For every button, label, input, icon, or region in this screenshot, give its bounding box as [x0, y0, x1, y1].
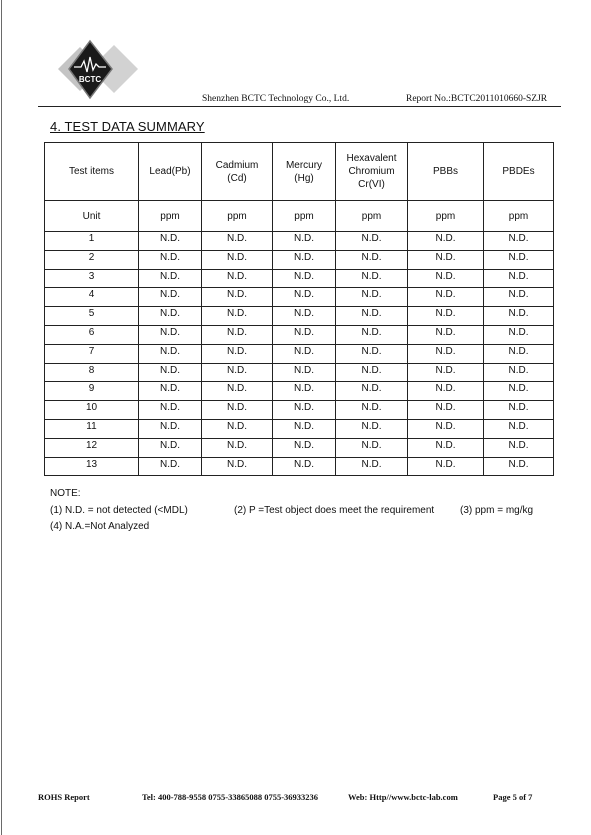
- table-row: [45, 457, 554, 476]
- table-header-row: [45, 143, 554, 201]
- logo-text: BCTC: [78, 75, 102, 84]
- table-row: [45, 363, 554, 382]
- row-number-cell: 5: [45, 307, 139, 326]
- unit-cell: ppm: [139, 201, 202, 232]
- unit-cell: ppm: [484, 201, 554, 232]
- col-header-pbbs: PBBs: [408, 143, 484, 201]
- row-number-cell: 13: [45, 457, 139, 476]
- result-cell: N.D.: [202, 401, 273, 420]
- result-cell: N.D.: [139, 232, 202, 251]
- result-cell: N.D.: [484, 419, 554, 438]
- col-header-hexavalent-chromium: Hexavalent Chromium Cr(VI): [336, 143, 408, 201]
- table-row: [45, 401, 554, 420]
- table-row: [45, 307, 554, 326]
- result-cell: N.D.: [273, 344, 336, 363]
- result-cell: N.D.: [336, 401, 408, 420]
- table-unit-row: [45, 201, 554, 232]
- footer-website: Web: Http//www.bctc-lab.com: [348, 792, 458, 802]
- result-cell: N.D.: [484, 344, 554, 363]
- note-3: (3) ppm = mg/kg: [460, 504, 534, 516]
- result-cell: N.D.: [273, 438, 336, 457]
- result-cell: N.D.: [202, 382, 273, 401]
- result-cell: N.D.: [408, 457, 484, 476]
- result-cell: N.D.: [484, 232, 554, 251]
- result-cell: N.D.: [202, 288, 273, 307]
- result-cell: N.D.: [139, 344, 202, 363]
- result-cell: N.D.: [202, 250, 273, 269]
- result-cell: N.D.: [484, 307, 554, 326]
- result-cell: N.D.: [484, 269, 554, 288]
- result-cell: N.D.: [484, 325, 554, 344]
- result-cell: N.D.: [408, 269, 484, 288]
- section-title: 4. TEST DATA SUMMARY: [50, 119, 205, 134]
- result-cell: N.D.: [408, 307, 484, 326]
- result-cell: N.D.: [408, 232, 484, 251]
- result-cell: N.D.: [202, 269, 273, 288]
- result-cell: N.D.: [202, 344, 273, 363]
- row-number-cell: 12: [45, 438, 139, 457]
- result-cell: N.D.: [408, 250, 484, 269]
- result-cell: N.D.: [408, 363, 484, 382]
- note-4: (4) N.A.=Not Analyzed: [50, 521, 150, 532]
- col-header-lead: Lead(Pb): [139, 143, 202, 201]
- result-cell: N.D.: [139, 307, 202, 326]
- result-cell: N.D.: [408, 438, 484, 457]
- result-cell: N.D.: [336, 438, 408, 457]
- result-cell: N.D.: [273, 232, 336, 251]
- table-row: [45, 288, 554, 307]
- result-cell: N.D.: [202, 325, 273, 344]
- result-cell: N.D.: [336, 457, 408, 476]
- row-number-cell: 1: [45, 232, 139, 251]
- result-cell: N.D.: [336, 288, 408, 307]
- result-cell: N.D.: [139, 250, 202, 269]
- result-cell: N.D.: [484, 401, 554, 420]
- note-1: (1) N.D. = not detected (<MDL): [50, 504, 188, 516]
- table-row: [45, 419, 554, 438]
- footer-page-number: Page 5 of 7: [493, 792, 533, 802]
- row-number-cell: 4: [45, 288, 139, 307]
- result-cell: N.D.: [408, 401, 484, 420]
- result-cell: N.D.: [139, 382, 202, 401]
- test-data-table: [44, 142, 554, 476]
- result-cell: N.D.: [484, 382, 554, 401]
- row-number-cell: 10: [45, 401, 139, 420]
- notes-section: [50, 486, 533, 536]
- unit-cell: ppm: [202, 201, 273, 232]
- col-header-test-items: Test items: [45, 143, 139, 201]
- result-cell: N.D.: [139, 363, 202, 382]
- company-name: Shenzhen BCTC Technology Co., Ltd.: [202, 94, 350, 104]
- result-cell: N.D.: [139, 457, 202, 476]
- result-cell: N.D.: [273, 401, 336, 420]
- table-row: [45, 438, 554, 457]
- row-number-cell: 11: [45, 419, 139, 438]
- header-divider: [38, 106, 561, 107]
- note-2: (2) P =Test object does meet the requirement: [234, 504, 435, 516]
- bctc-logo: [44, 37, 140, 101]
- result-cell: N.D.: [139, 419, 202, 438]
- result-cell: N.D.: [202, 363, 273, 382]
- result-cell: N.D.: [139, 288, 202, 307]
- result-cell: N.D.: [484, 363, 554, 382]
- result-cell: N.D.: [273, 250, 336, 269]
- result-cell: N.D.: [202, 419, 273, 438]
- result-cell: N.D.: [273, 419, 336, 438]
- table-row: [45, 269, 554, 288]
- footer-report-type: ROHS Report: [38, 792, 90, 802]
- result-cell: N.D.: [273, 457, 336, 476]
- result-cell: N.D.: [273, 269, 336, 288]
- table-row: [45, 250, 554, 269]
- result-cell: N.D.: [273, 325, 336, 344]
- row-number-cell: 7: [45, 344, 139, 363]
- result-cell: N.D.: [202, 232, 273, 251]
- col-header-pbdes: PBDEs: [484, 143, 554, 201]
- result-cell: N.D.: [336, 344, 408, 363]
- result-cell: N.D.: [336, 419, 408, 438]
- col-header-cadmium: Cadmium (Cd): [202, 143, 273, 201]
- result-cell: N.D.: [408, 382, 484, 401]
- unit-cell: ppm: [408, 201, 484, 232]
- result-cell: N.D.: [336, 232, 408, 251]
- result-cell: N.D.: [139, 401, 202, 420]
- row-number-cell: 8: [45, 363, 139, 382]
- result-cell: N.D.: [336, 363, 408, 382]
- result-cell: N.D.: [139, 269, 202, 288]
- page-left-border: [1, 0, 2, 835]
- unit-cell: ppm: [336, 201, 408, 232]
- result-cell: N.D.: [408, 419, 484, 438]
- result-cell: N.D.: [336, 269, 408, 288]
- notes-title: NOTE:: [50, 488, 81, 499]
- result-cell: N.D.: [202, 457, 273, 476]
- result-cell: N.D.: [408, 344, 484, 363]
- result-cell: N.D.: [139, 325, 202, 344]
- result-cell: N.D.: [408, 325, 484, 344]
- result-cell: N.D.: [202, 307, 273, 326]
- report-number: Report No.:BCTC2011010660-SZJR: [406, 94, 548, 104]
- result-cell: N.D.: [336, 250, 408, 269]
- result-cell: N.D.: [484, 438, 554, 457]
- result-cell: N.D.: [484, 457, 554, 476]
- result-cell: N.D.: [273, 307, 336, 326]
- result-cell: N.D.: [408, 288, 484, 307]
- row-number-cell: 3: [45, 269, 139, 288]
- result-cell: N.D.: [139, 438, 202, 457]
- row-number-cell: 2: [45, 250, 139, 269]
- col-header-mercury: Mercury (Hg): [273, 143, 336, 201]
- result-cell: N.D.: [484, 250, 554, 269]
- row-number-cell: 6: [45, 325, 139, 344]
- footer-telephone: Tel: 400-788-9558 0755-33865088 0755-36933236: [142, 792, 319, 802]
- table-row: [45, 344, 554, 363]
- result-cell: N.D.: [336, 307, 408, 326]
- notes-line: [50, 503, 533, 520]
- result-cell: N.D.: [202, 438, 273, 457]
- result-cell: N.D.: [336, 325, 408, 344]
- result-cell: N.D.: [336, 382, 408, 401]
- row-number-cell: 9: [45, 382, 139, 401]
- result-cell: N.D.: [273, 382, 336, 401]
- table-row: [45, 232, 554, 251]
- result-cell: N.D.: [273, 288, 336, 307]
- table-row: [45, 382, 554, 401]
- result-cell: N.D.: [484, 288, 554, 307]
- result-cell: N.D.: [273, 363, 336, 382]
- unit-label: Unit: [45, 201, 139, 232]
- unit-cell: ppm: [273, 201, 336, 232]
- table-row: [45, 325, 554, 344]
